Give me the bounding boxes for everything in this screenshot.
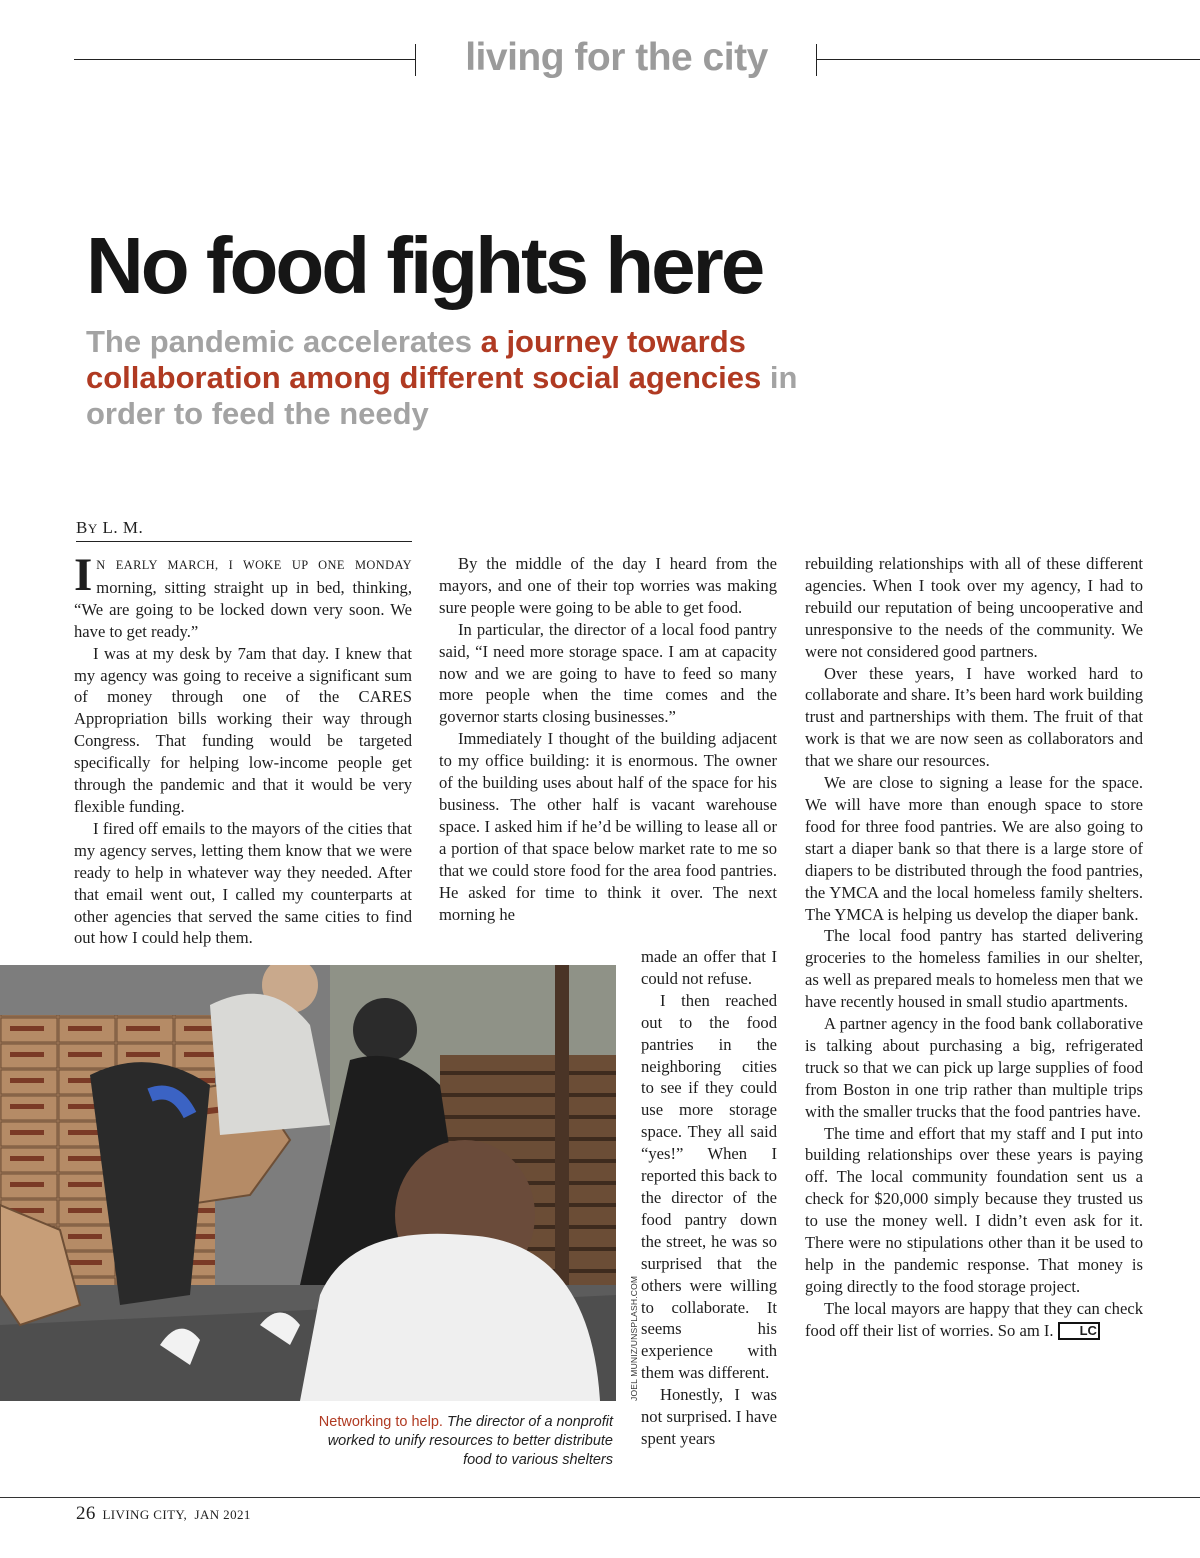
byline-prefix-rest: Y bbox=[87, 521, 98, 536]
body-paragraph: The local food pantry has started delivering groceries to the homeless families in our shelter, as well as prepared meals to homeless men that we have recently housed in small studio apartments. bbox=[805, 926, 1143, 1012]
footer-rule bbox=[0, 1497, 1200, 1498]
page-folio bbox=[76, 1503, 251, 1525]
article-deck bbox=[86, 324, 846, 432]
body-paragraph-continued: rebuilding relationships with all of these different agencies. When I took over my agency, I had to rebuild our reputation of being uncooperative and unresponsive to the needs of the community. We were not considered good partners. bbox=[805, 554, 1143, 661]
header-tick-left bbox=[415, 44, 416, 76]
caption-lead: Networking to help. bbox=[318, 1414, 443, 1430]
end-mark-logo: LC bbox=[1058, 1322, 1100, 1340]
header-tick-right bbox=[816, 44, 817, 76]
photo-caption bbox=[300, 1413, 613, 1470]
body-paragraph: Honestly, I was not surprised. I have spent years bbox=[641, 1385, 777, 1448]
section-title: living for the city bbox=[465, 36, 768, 79]
header-rule-left bbox=[74, 59, 415, 60]
article-column-2-narrow bbox=[641, 946, 777, 1450]
byline-prefix-cap: B bbox=[76, 518, 88, 537]
body-paragraph-continued: made an offer that I could not refuse. bbox=[641, 947, 777, 988]
article-column-1 bbox=[74, 549, 412, 949]
article-column-2 bbox=[439, 553, 777, 925]
drop-cap: I bbox=[74, 549, 93, 601]
photo-illustration bbox=[0, 965, 616, 1401]
opening-paragraph bbox=[74, 549, 412, 643]
section-header bbox=[74, 30, 1200, 90]
byline bbox=[76, 518, 412, 542]
opening-rest: morning, sitting straight up in bed, thinking, “We are going to be locked down very soon. We have to get ready.” bbox=[74, 577, 412, 641]
body-paragraph: I then reached out to the food pantries in the neighboring cities to see if they could use more storage space. They all said “yes!” When I reported this back to the director of the food pantry down the street, he was so surprised that the others were willing to collaborate. It seems his experience with them was different. bbox=[641, 990, 777, 1383]
body-paragraph: I was at my desk by 7am that day. I knew that my agency was going to receive a significant sum of money through one of the CARES Appropriation bills working their way through Congress. That funding would be targeted specifically for helping low-income people get through the pandemic and that it would be very flexible funding. bbox=[74, 643, 412, 816]
deck-highlight: a journey towards collaboration among different social agencies bbox=[86, 324, 762, 395]
body-paragraph: I fired off emails to the mayors of the cities that my agency serves, letting them know that we were ready to help in whatever way they needed. After that email went out, I called my counterparts at other agencies that served the same cities to find out how I could help them. bbox=[74, 818, 412, 948]
caption-body: The director of a nonprofit worked to unify resources to better distribute food to various shelters bbox=[327, 1414, 613, 1468]
photo-credit-text: JOEL MUNIZ/UNSPLASH.COM bbox=[629, 1275, 639, 1401]
final-paragraph-text: The local mayors are happy that they can check food off their list of worries. So am I. bbox=[805, 1298, 1143, 1340]
byline-author: L. M. bbox=[102, 518, 144, 537]
body-paragraph: In particular, the director of a local food pantry said, “I need more storage space. I am at capacity now and we are going to have to feed so many more people when the time comes and the governor starts closing businesses.” bbox=[439, 619, 777, 727]
body-paragraph: We are close to signing a lease for the space. We will have more than enough space to store food for three food pantries. We are also going to start a diaper bank so that there is a large store of diapers to be distributed through the food pantries, the YMCA and the local homeless family shelters. The YMCA is helping us develop the diaper bank. bbox=[805, 773, 1143, 924]
publication-name: LIVING CITY, bbox=[102, 1507, 188, 1522]
issue-date: JAN 2021 bbox=[194, 1507, 251, 1522]
body-paragraph: Over these years, I have worked hard to collaborate and share. It’s been hard work building trust and partnerships with them. The fruit of that work is that we are now seen as collaborators and that we share our resources. bbox=[805, 663, 1143, 771]
body-paragraph: A partner agency in the food bank collaborative is talking about purchasing a big, refrigerated truck so that we can pick up large supplies of food from Boston in one trip rather than multiple trips with the smaller trucks that the food pantries have. bbox=[805, 1014, 1143, 1121]
body-paragraph: By the middle of the day I heard from the mayors, and one of their top worries was making sure people were going to be able to get food. bbox=[439, 554, 777, 617]
header-rule-right bbox=[816, 59, 1200, 60]
body-paragraph: Immediately I thought of the building adjacent to my office building: it is enormous. The owner of the building uses about half of the space for his business. The other half is vacant warehouse space. I asked him if he’d be willing to lease all or a portion of that space below market rate to me so that we could store food for the area food pantries. He asked for time to think it over. The next morning he bbox=[439, 729, 777, 924]
article-headline: No food fights here bbox=[86, 221, 763, 310]
body-paragraph: The time and effort that my staff and I put into building relationships over these years is paying off. The local community foundation sent us a check for $20,000 simply because they trusted us to use the money well. I didn’t even ask for it. There were no stipulations other than it be used to help in the pandemic response. That money is going directly to the food storage project. bbox=[805, 1123, 1143, 1296]
final-paragraph bbox=[805, 1298, 1143, 1342]
article-column-3 bbox=[805, 553, 1143, 1342]
opening-smallcaps: N EARLY MARCH, I WOKE UP ONE MONDAY bbox=[96, 558, 412, 572]
article-photo bbox=[0, 965, 616, 1401]
page-number: 26 bbox=[76, 1503, 96, 1524]
deck-lead: The pandemic accelerates bbox=[86, 324, 481, 359]
photo-credit bbox=[616, 1275, 639, 1401]
deck-tail: in order to feed the needy bbox=[86, 360, 798, 431]
